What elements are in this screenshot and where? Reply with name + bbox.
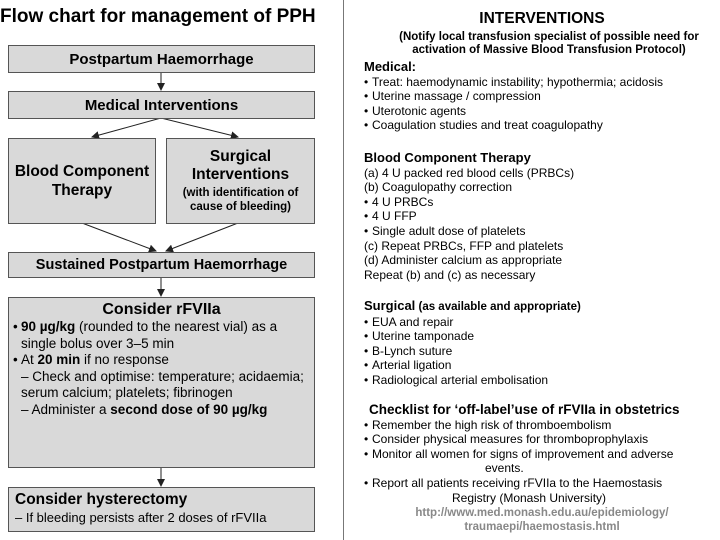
checklist-item: • Remember the high risk of thromboembolism xyxy=(364,418,720,433)
medical-item: • Uterine massage / compression xyxy=(364,89,720,104)
rfviia-dose-text: (rounded to the nearest vial) as a single bolus over 3–5 min xyxy=(21,319,278,351)
box-consider-hysterectomy xyxy=(8,487,315,532)
box-medical-interventions-label: Medical Interventions xyxy=(84,96,239,114)
box-blood-component-therapy-label: Blood Component Therapy xyxy=(14,163,150,199)
box-surgical-interventions-label: Surgical Interventions xyxy=(191,148,290,183)
hysterectomy-title: Consider hysterectomy xyxy=(15,491,188,508)
rfviia-at: At xyxy=(21,352,38,367)
rfviia-administer: – Administer a xyxy=(21,401,111,417)
checklist-item xyxy=(364,476,720,505)
box-consider-rfviia xyxy=(8,297,315,468)
medical-heading: Medical: xyxy=(364,59,417,74)
bct-d: (d) Administer calcium as appropriate xyxy=(364,253,563,268)
surgical-section xyxy=(364,299,720,388)
bct-section xyxy=(364,151,720,282)
box-blood-component-therapy xyxy=(8,138,156,224)
interventions-subtitle: (Notify local transfusion specialist of possible need for activation of Massive Blood Transfusion Protocol) xyxy=(399,31,699,56)
arrow-3b xyxy=(166,223,238,251)
checklist-item-cont: events. xyxy=(485,461,524,476)
medical-section xyxy=(364,60,720,133)
bct-sub-item: • 4 U FFP xyxy=(364,209,720,224)
column-divider xyxy=(343,0,344,540)
surgical-heading-line xyxy=(364,299,720,315)
rfviia-dose-item xyxy=(13,319,310,352)
interventions-panel xyxy=(364,0,720,540)
arrow-2b xyxy=(161,118,238,137)
box-postpartum-haemorrhage xyxy=(8,45,315,73)
bct-b: (b) Coagulopathy correction xyxy=(364,180,513,195)
rfviia-no-response: if no response xyxy=(80,352,169,367)
checklist-item: • Consider physical measures for thromboprophylaxis xyxy=(364,432,720,447)
rfviia-dose: 90 µg/kg xyxy=(21,319,76,334)
bct-a: (a) 4 U packed red blood cells (PRBCs) xyxy=(364,165,575,180)
surgical-item: • EUA and repair xyxy=(364,315,720,330)
surgical-item: • B-Lynch suture xyxy=(364,344,720,359)
arrow-2a xyxy=(92,118,161,137)
bct-e: Repeat (b) and (c) as necessary xyxy=(364,267,536,282)
checklist-item-text: Report all patients receiving rFVIIa to the Haemostasis xyxy=(372,475,663,490)
checklist-heading: Checklist for ‘off-label’use of rFVIIa in obstetrics xyxy=(369,402,680,417)
box-medical-interventions xyxy=(8,91,315,119)
checklist-section xyxy=(364,403,720,505)
arrow-3a xyxy=(82,223,156,251)
rfviia-timing-item xyxy=(13,352,310,369)
box-surgical-interventions-sub: (with identification of cause of bleeding) xyxy=(182,187,299,213)
hysterectomy-sub: – If bleeding persists after 2 doses of rFVIIa xyxy=(15,510,267,525)
rfviia-second-dose: second dose of 90 µg/kg xyxy=(110,401,268,417)
medical-item: • Uterotonic agents xyxy=(364,104,720,119)
bct-sub-item: • Single adult dose of platelets xyxy=(364,224,720,239)
checklist-item-cont: Registry (Monash University) xyxy=(452,490,607,505)
surgical-heading: Surgical xyxy=(364,298,416,313)
rfviia-second-dose-line xyxy=(13,402,310,419)
bct-c: (c) Repeat PRBCs, FFP and platelets xyxy=(364,238,564,253)
surgical-heading-note: (as available and appropriate) xyxy=(415,301,581,313)
medical-item: • Treat: haemodynamic instability; hypothermia; acidosis xyxy=(364,75,720,90)
box-sustained-pph xyxy=(8,252,315,278)
reference-url-line1[interactable]: http://www.med.monash.edu.au/epidemiology/ xyxy=(415,507,669,519)
box-surgical-interventions xyxy=(166,138,315,224)
surgical-item: • Uterine tamponade xyxy=(364,329,720,344)
bct-sub-item: • 4 U PRBCs xyxy=(364,195,720,210)
rfviia-title: Consider rFVIIa xyxy=(102,301,221,318)
interventions-title: INTERVENTIONS xyxy=(479,10,605,27)
box-postpartum-haemorrhage-label: Postpartum Haemorrhage xyxy=(69,50,254,68)
reference-url[interactable] xyxy=(364,506,720,534)
surgical-item: • Radiological arterial embolisation xyxy=(364,373,720,388)
box-sustained-pph-label: Sustained Postpartum Haemorrhage xyxy=(35,257,288,273)
bct-heading: Blood Component Therapy xyxy=(364,150,531,165)
flowchart-title: Flow chart for management of PPH xyxy=(0,6,316,27)
checklist-item-text: Monitor all women for signs of improvement and adverse xyxy=(372,446,674,461)
rfviia-check-optimise: – Check and optimise: temperature; acidaemia; serum calcium; platelets; fibrinogen xyxy=(21,368,304,400)
surgical-item: • Arterial ligation xyxy=(364,358,720,373)
reference-url-line2[interactable]: traumaepi/haemostasis.html xyxy=(464,521,620,533)
rfviia-20min: 20 min xyxy=(37,352,81,367)
medical-item: • Coagulation studies and treat coagulopathy xyxy=(364,118,720,133)
checklist-item xyxy=(364,447,720,476)
